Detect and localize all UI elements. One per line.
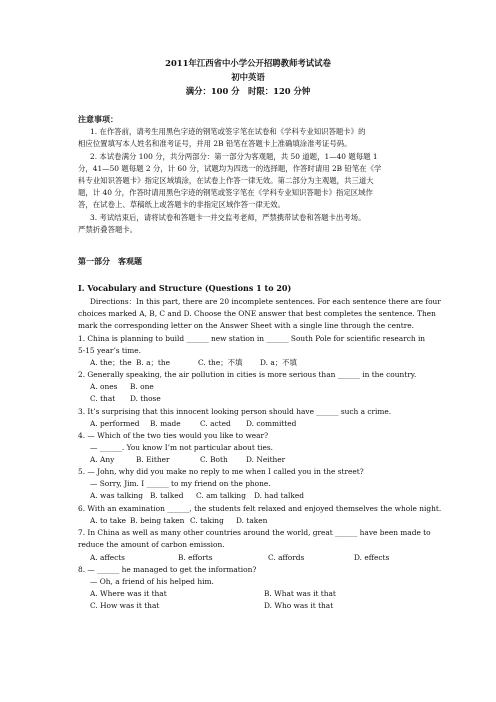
section-title: I. Vocabulary and Structure (Questions 1 to 20) (78, 283, 292, 293)
question-stem: 1. China is planning to build ______ new station in ______ South Pole for scientific research in (78, 334, 426, 343)
option-a[interactable]: A. to take (90, 516, 127, 525)
question-stem: reduce the amount of carbon emission. (78, 540, 225, 549)
option-c[interactable]: C. that (90, 394, 116, 403)
question-stem: 8. — ______ he managed to get the information? (78, 565, 257, 574)
option-a[interactable]: A. Any (90, 455, 115, 464)
directions-line: Directions：In this part, there are 20 incomplete sentences. For each sentence there are four (90, 297, 441, 306)
option-b[interactable]: B. talked (150, 491, 184, 500)
option-d[interactable]: D. those (130, 394, 161, 403)
option-a[interactable]: A. the；the (90, 358, 132, 367)
question-stem: 4. — Which of the two ties would you like to wear? (78, 431, 269, 440)
option-d[interactable]: D. a；不填 (260, 358, 297, 367)
notice-line: 相应位置填写本人姓名和准考证号，并用 2B 铅笔在答题卡上准确填涂准考证号码。 (78, 139, 352, 148)
option-d[interactable]: D. Neither (246, 455, 286, 464)
option-a[interactable]: A. was talking (90, 491, 143, 500)
option-b[interactable]: B. being taken (130, 516, 185, 525)
directions-line: choices marked A, B, C and D. Choose the ONE answer that best completes the sentence. Then (78, 309, 436, 318)
option-c[interactable]: C. affords (268, 553, 305, 562)
option-a[interactable]: A. ones (90, 382, 118, 391)
option-c[interactable]: C. am talking (196, 491, 246, 500)
option-a[interactable]: A. affects (90, 553, 125, 562)
question-stem: 3. It’s surprising that this innocent looking person should have ______ such a crime. (78, 407, 392, 416)
option-d[interactable]: D. had talked (254, 491, 304, 500)
option-b[interactable]: B. Either (136, 455, 170, 464)
question-stem: 5. — John, why did you make no reply to me when I called you in the street? (78, 467, 364, 476)
notice-line: 2. 本试卷满分 100 分，共分两部分：第一部分为客观题，共 50 道题，1—40 题每题 1 (90, 152, 378, 161)
notice-line: 3. 考试结束后，请将试卷和答题卡一并交监考老师，严禁携带试卷和答题卡出考场。 (90, 213, 366, 222)
exam-subject: 初中英语 (231, 72, 265, 82)
option-b[interactable]: B. a；the (136, 358, 171, 367)
option-a[interactable]: A. Where was it that (90, 589, 167, 598)
option-b[interactable]: B. What was it that (264, 589, 336, 598)
exam-score-time: 满分：100 分 时限：120 分钟 (185, 86, 311, 96)
question-stem: 7. In China as well as many other countries around the world, great ______ have been made to (78, 528, 431, 537)
part-heading: 第一部分 客观题 (78, 256, 142, 266)
question-stem: 5-15 year’s time. (78, 346, 141, 355)
option-c[interactable]: C. taking (190, 516, 224, 525)
option-c[interactable]: C. the；不填 (198, 358, 243, 367)
question-stem: — Sorry, Jim. I ______ to my friend on the phone. (90, 479, 271, 488)
notice-line: 严禁折叠答题卡。 (78, 225, 138, 234)
notice-line: 1. 在作答前，请考生用黑色字迹的钢笔或签字笔在试卷和《学科专业知识答题卡》的 (90, 127, 366, 136)
option-c[interactable]: C. acted (200, 419, 231, 428)
directions-line: mark the corresponding letter on the Answer Sheet with a single line through the centre. (78, 321, 414, 330)
question-stem: 2. Generally speaking, the air pollution in cities is more serious than ______ in the country. (78, 370, 417, 379)
question-stem: 6. With an examination ______, the students felt relaxed and enjoyed themselves the whole night. (78, 504, 442, 513)
question-stem: — Oh, a friend of his helped him. (90, 577, 214, 586)
notice-heading: 注意事项： (78, 114, 118, 124)
option-b[interactable]: B. one (130, 382, 154, 391)
option-d[interactable]: D. Who was it that (264, 601, 334, 610)
notice-line: 题，计 40 分，作答时请用黑色字迹的钢笔或签字笔在《学科专业知识答题卡》指定区域作 (78, 188, 373, 197)
option-d[interactable]: D. committed (246, 419, 297, 428)
notice-line: 科专业知识答题卡》指定区域填涂，在试卷上作答一律无效。第二部分为主观题，共三道大 (78, 176, 374, 185)
option-c[interactable]: C. How was it that (90, 601, 160, 610)
option-d[interactable]: D. effects (354, 553, 390, 562)
option-c[interactable]: C. Both (200, 455, 228, 464)
exam-title: 2011年江西省中小学公开招聘教师考试试卷 (165, 58, 331, 68)
option-b[interactable]: B. efforts (178, 553, 213, 562)
option-d[interactable]: D. taken (236, 516, 268, 525)
option-a[interactable]: A. performed (90, 419, 140, 428)
notice-line: 答，在试卷上、草稿纸上或答题卡的非指定区域作答一律无效。 (78, 200, 285, 209)
question-stem: — ______. You know I’m not particular about ties. (90, 443, 273, 452)
option-b[interactable]: B. made (150, 419, 181, 428)
notice-line: 分，41—50 题每题 2 分，计 60 分，试题均为四选一的选择题，作答时请用 2B 铅笔在《学 (78, 164, 382, 173)
